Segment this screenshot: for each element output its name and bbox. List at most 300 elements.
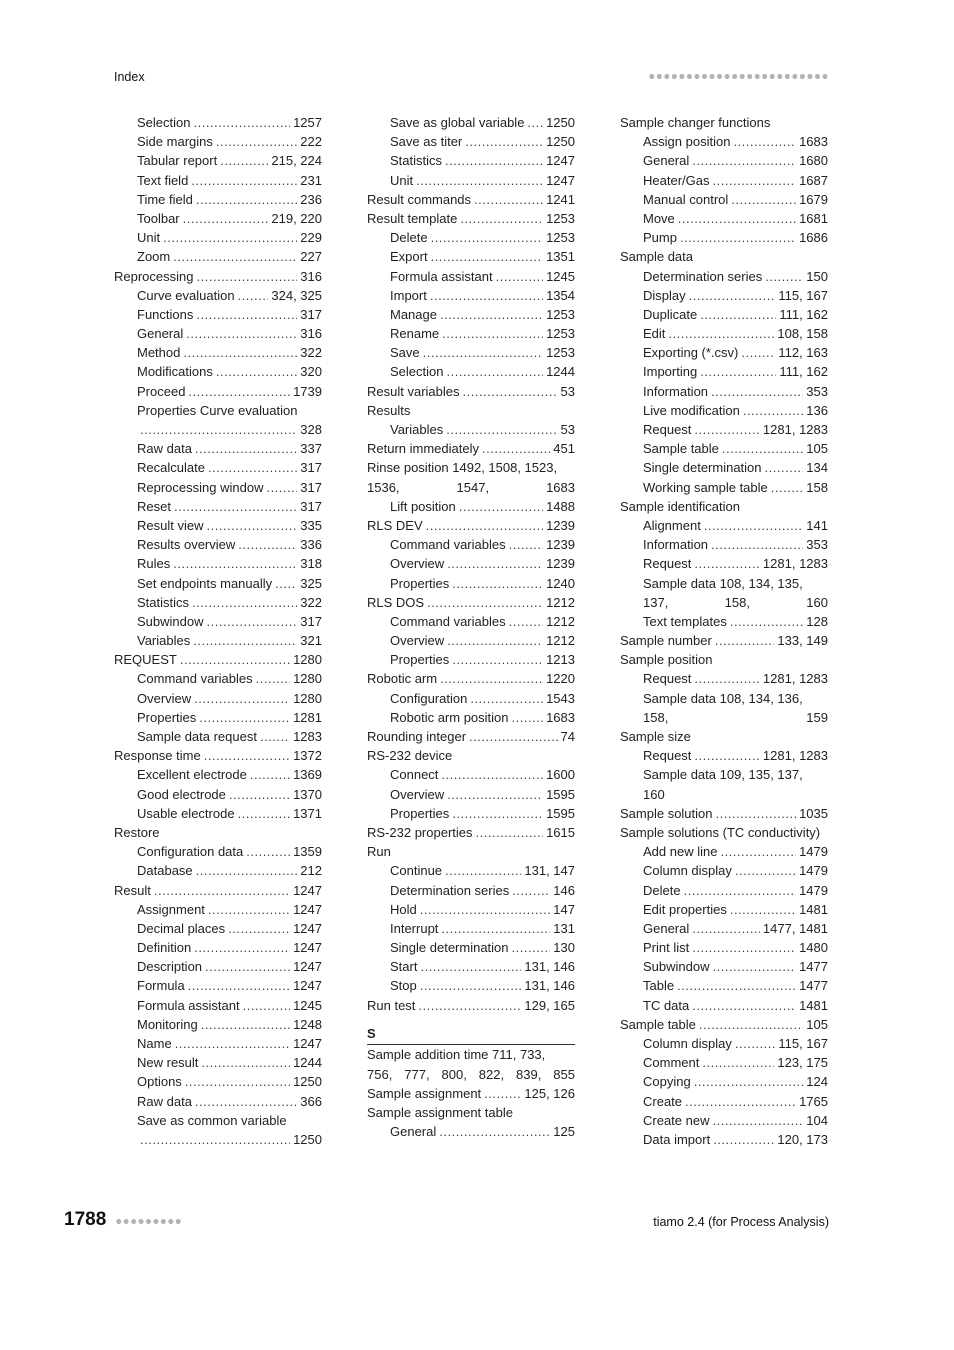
index-entry-term: Command variables <box>137 671 253 687</box>
dot-leader <box>140 420 297 439</box>
dot-leader <box>194 938 290 957</box>
index-entry-term: Text templates <box>643 613 727 629</box>
footer-decoration <box>115 1218 182 1225</box>
index-entry <box>114 554 322 573</box>
dot-leader <box>678 209 796 228</box>
index-entry-pages: 1481 <box>799 901 828 917</box>
index-entry-pages: 115, 167 <box>778 1036 828 1051</box>
index-entry-term: Excellent electrode <box>137 767 247 783</box>
dot-leader <box>441 919 550 938</box>
index-entry-pages: 1479 <box>799 882 828 898</box>
index-entry <box>620 286 828 305</box>
index-entry-pages: 1244 <box>293 1055 322 1071</box>
index-entry <box>620 957 828 976</box>
index-entry-pages: 120, 173 <box>777 1131 828 1147</box>
index-entry <box>367 785 575 804</box>
index-entry-term: Sample size <box>620 729 691 744</box>
dot-leader <box>208 900 290 919</box>
dot-leader <box>685 1092 796 1111</box>
index-entry <box>114 267 322 286</box>
index-entry-term: Save <box>390 345 420 361</box>
dot-leader <box>459 497 543 516</box>
index-entry-term: Sample data <box>620 249 693 265</box>
dot-leader <box>512 881 550 900</box>
index-entry-pages: 1248 <box>293 1016 322 1032</box>
index-entry-pages: 131, 146 <box>524 959 575 975</box>
dot-leader <box>699 1015 803 1034</box>
index-entry-pages: 1247 <box>293 959 322 975</box>
dot-leader <box>474 190 543 209</box>
index-entry <box>114 209 322 228</box>
dot-leader <box>476 823 544 842</box>
index-entry <box>114 1034 322 1053</box>
index-entry-pages: 1479 <box>799 863 828 879</box>
index-entry-pages: 1615 <box>546 824 575 840</box>
index-entry-term: Result variables <box>367 383 460 399</box>
index-entry <box>114 305 322 324</box>
dot-leader <box>197 267 298 286</box>
index-entry-term: Selection <box>137 115 191 130</box>
index-entry-term: Sample position <box>620 652 713 668</box>
dot-leader <box>220 151 268 170</box>
index-entry-pages: 136 <box>806 402 828 418</box>
index-entry-term: Sample data 108, 134, 136, <box>643 690 803 706</box>
dot-leader <box>188 976 290 995</box>
index-entry <box>367 765 575 784</box>
index-entry-term: Single determination <box>643 460 762 476</box>
index-entry-term: Information <box>643 383 709 399</box>
index-entry <box>114 881 322 900</box>
index-entry <box>114 286 322 305</box>
index-entry <box>620 900 828 919</box>
dot-leader <box>700 305 776 324</box>
dot-leader <box>173 247 297 266</box>
index-letter-heading <box>367 1024 575 1045</box>
index-entry <box>114 900 322 919</box>
index-entry-pages: 129, 165 <box>524 997 575 1013</box>
index-entry-term: Result template <box>367 210 458 226</box>
index-entry <box>114 669 322 688</box>
index-entry-term: Run test <box>367 997 416 1013</box>
index-entry <box>620 554 828 573</box>
index-entry-pages: 1739 <box>293 383 322 399</box>
index-entry <box>620 976 828 995</box>
index-entry-pages: 1245 <box>293 997 322 1013</box>
index-entry-pages: 1359 <box>293 844 322 860</box>
dot-leader <box>694 669 760 688</box>
index-entry-term: Response time <box>114 748 201 764</box>
index-entry <box>114 996 322 1015</box>
index-entry <box>620 593 828 612</box>
dot-leader <box>689 286 776 305</box>
index-entry <box>620 305 828 324</box>
index-entry-term: Properties Curve evaluation <box>137 402 298 418</box>
index-entry-pages: 212 <box>300 863 322 879</box>
index-entry <box>114 1053 322 1072</box>
dot-leader <box>199 708 290 727</box>
dot-leader <box>765 267 803 286</box>
dot-leader <box>743 401 803 420</box>
index-entry-term: Description <box>137 959 203 975</box>
index-entry-term: Definition <box>137 940 192 956</box>
index-entry-term: Request <box>643 748 692 764</box>
index-entry-term: Save as common variable <box>137 1112 287 1128</box>
index-entry-term: Variables <box>390 422 444 437</box>
dot-leader <box>431 228 544 247</box>
index-entry-pages: 320 <box>300 364 322 380</box>
dot-leader <box>423 343 543 362</box>
dot-leader <box>484 1084 521 1103</box>
index-entry <box>367 401 575 420</box>
index-entry-pages: 1247 <box>546 153 575 169</box>
index-entry-term: Display <box>643 287 686 303</box>
dot-leader <box>275 574 297 593</box>
index-entry-term: Options <box>137 1074 182 1090</box>
index-entry <box>114 228 322 247</box>
index-entry-term: Formula assistant <box>390 268 493 284</box>
dot-leader <box>700 362 776 381</box>
index-entry-pages: 1247 <box>293 940 322 956</box>
index-entry-term: Zoom <box>137 249 171 265</box>
index-entry-pages: 125 <box>553 1124 575 1140</box>
index-entry-page-token: 158, <box>724 594 750 610</box>
index-entry <box>114 765 322 784</box>
dot-leader <box>196 190 297 209</box>
dot-leader <box>452 650 543 669</box>
index-entry-page-token: 822, <box>478 1066 505 1082</box>
dot-leader <box>183 209 269 228</box>
index-entry <box>620 228 828 247</box>
index-entry <box>367 343 575 362</box>
index-entry <box>114 1015 322 1034</box>
index-entry-pages: 131, 147 <box>524 863 575 879</box>
index-entry-term: Side margins <box>137 134 213 150</box>
dot-leader <box>266 478 297 497</box>
dot-leader <box>694 554 760 573</box>
index-entry-pages: 1680 <box>799 153 828 169</box>
index-entry-term: Single determination <box>390 940 509 956</box>
index-entry <box>114 324 322 343</box>
index-entry-term: Rounding integer <box>367 729 467 744</box>
index-entry-pages: 1240 <box>546 575 575 591</box>
index-entry-pages: 1600 <box>546 767 575 783</box>
dot-leader <box>430 286 543 305</box>
index-entry-term: Subwindow <box>137 613 204 629</box>
index-entry-term: Create new <box>643 1112 710 1128</box>
dot-leader <box>201 1053 290 1072</box>
index-entry-pages: 133, 149 <box>777 633 828 649</box>
index-entry-term: Properties <box>137 709 197 725</box>
index-entry <box>620 113 828 132</box>
index-entry-term: Duplicate <box>643 306 698 322</box>
index-entry <box>367 209 575 228</box>
index-entry-pages: 150 <box>806 268 828 284</box>
index-entry-pages: 215, 224 <box>271 153 322 169</box>
dot-leader <box>250 765 290 784</box>
index-entry-term: Column display <box>643 863 732 879</box>
index-entry <box>367 228 575 247</box>
index-entry <box>367 669 575 688</box>
index-entry-term: Determination series <box>643 268 763 284</box>
index-entry-pages: 124 <box>806 1074 828 1090</box>
index-entry-term: Functions <box>137 306 194 322</box>
index-entry-term: Print list <box>643 940 690 956</box>
index-entry-term: Assignment <box>137 901 205 917</box>
index-entry <box>367 1103 575 1122</box>
index-entry <box>114 823 322 842</box>
index-entry <box>367 458 575 477</box>
index-entry-pages: 53 <box>560 422 575 437</box>
index-entry <box>114 1092 322 1111</box>
index-entry-pages: 1250 <box>546 115 575 130</box>
dot-leader <box>426 516 543 535</box>
index-entry-pages: 322 <box>300 594 322 610</box>
dot-leader <box>731 190 796 209</box>
index-entry <box>114 650 322 669</box>
dot-leader <box>715 631 775 650</box>
index-entry-term: Reset <box>137 498 171 514</box>
header-decoration <box>648 73 829 80</box>
index-entry <box>367 305 575 324</box>
dot-leader <box>193 631 297 650</box>
index-entry-term: Exporting (*.csv) <box>643 345 739 361</box>
index-entry <box>367 171 575 190</box>
index-entry-term: Continue <box>390 863 443 879</box>
index-entry <box>367 689 575 708</box>
index-entry-term: REQUEST <box>114 652 177 668</box>
index-entry-term: Importing <box>643 364 698 380</box>
dot-leader <box>440 305 543 324</box>
dot-leader <box>684 881 797 900</box>
index-entry <box>114 861 322 880</box>
index-entry-term: Table <box>643 978 675 994</box>
index-entry-pages: 1253 <box>546 230 575 246</box>
index-entry <box>367 976 575 995</box>
index-entry <box>620 708 828 727</box>
index-entry-pages: 105 <box>806 1016 828 1032</box>
index-entry <box>620 151 828 170</box>
index-entry <box>620 478 828 497</box>
index-entry-term: Return immediately <box>367 441 479 457</box>
index-entry-term: Results <box>367 402 411 418</box>
dot-leader <box>418 996 521 1015</box>
index-entry-pages: 1280 <box>293 652 322 668</box>
index-entry-term: Manage <box>390 306 437 322</box>
index-entry-term: Delete <box>643 882 681 898</box>
index-entry-pages: 1595 <box>546 786 575 802</box>
index-entry-pages: 74 <box>560 729 575 744</box>
page-header-title: Index <box>114 70 145 84</box>
index-entry <box>114 343 322 362</box>
index-entry-pages: 451 <box>553 441 575 457</box>
index-entry <box>620 919 828 938</box>
index-entry-term: Curve evaluation <box>137 287 235 303</box>
index-entry-pages: 1035 <box>799 805 828 821</box>
index-entry-term: Run <box>367 844 391 860</box>
index-entry <box>367 631 575 650</box>
index-entry-term: Heater/Gas <box>643 172 710 188</box>
index-entry-pages: 1354 <box>546 287 575 303</box>
index-entry-term: Sample identification <box>620 498 740 514</box>
index-entry-term: Pump <box>643 230 677 246</box>
dot-leader <box>191 171 297 190</box>
index-entry-term: Decimal places <box>137 920 226 936</box>
index-entry-page-token: 756, <box>367 1066 393 1082</box>
index-entry-term: Save as global variable <box>390 115 525 130</box>
index-entry <box>367 593 575 612</box>
index-entry-term: Statistics <box>137 594 190 610</box>
index-entry-pages: 1247 <box>293 882 322 898</box>
dot-leader <box>440 669 543 688</box>
index-entry-pages: 111, 162 <box>779 364 828 380</box>
index-entry-term: Sample addition time 711, 733, <box>367 1047 546 1063</box>
index-entry <box>367 1084 575 1103</box>
index-entry <box>367 286 575 305</box>
dot-leader <box>741 343 775 362</box>
index-entry-pages: 1247 <box>293 901 322 917</box>
index-entry-term: Overview <box>390 786 445 802</box>
index-entry <box>114 689 322 708</box>
index-entry <box>620 1092 828 1111</box>
dot-leader <box>452 574 543 593</box>
index-entry-pages: 1681 <box>799 210 828 226</box>
index-entry-term: Start <box>390 959 418 975</box>
index-entry-term: Tabular report <box>137 153 218 169</box>
index-entry-pages: 328 <box>300 422 322 437</box>
dot-leader <box>730 612 803 631</box>
index-entry <box>620 362 828 381</box>
dot-leader <box>668 324 774 343</box>
index-entry <box>114 919 322 938</box>
index-entry-pages: 1543 <box>546 690 575 706</box>
index-entry-pages: 317 <box>300 498 322 514</box>
dot-leader <box>206 516 297 535</box>
index-entry-pages: 128 <box>806 613 828 629</box>
index-entry-term: Lift position <box>390 498 456 514</box>
index-entry <box>114 190 322 209</box>
dot-leader <box>238 286 269 305</box>
index-entry <box>620 324 828 343</box>
index-entry-pages: 1281, 1283 <box>762 556 828 572</box>
dot-leader <box>692 996 796 1015</box>
index-entry-term: Result commands <box>367 191 472 207</box>
page-number: 1788 <box>64 1209 107 1230</box>
dot-leader <box>446 420 557 439</box>
index-entry <box>620 190 828 209</box>
index-entry-pages: 1281, 1283 <box>762 671 828 687</box>
index-entry-pages: 1683 <box>546 709 575 725</box>
index-entry <box>620 401 828 420</box>
index-entry-term: Statistics <box>390 153 443 169</box>
index-entry-pages: 317 <box>300 479 322 495</box>
index-entry-term: Request <box>643 671 692 687</box>
dot-leader <box>694 1072 804 1091</box>
index-entry-term: Sample number <box>620 633 712 649</box>
index-entry <box>620 861 828 880</box>
dot-leader <box>694 420 760 439</box>
dot-leader <box>496 267 543 286</box>
footer-product-name: tiamo 2.4 (for Process Analysis) <box>653 1215 829 1229</box>
dot-leader <box>692 151 796 170</box>
index-entry-term: Working sample table <box>643 479 768 495</box>
index-entry-pages: 112, 163 <box>778 345 828 361</box>
index-entry-pages: 1480 <box>799 940 828 956</box>
index-entry-pages: 1281, 1283 <box>762 748 828 764</box>
index-entry-pages: 1765 <box>799 1093 828 1109</box>
index-entry <box>367 957 575 976</box>
dot-leader <box>442 324 543 343</box>
index-entry <box>114 938 322 957</box>
index-entry-term: Data import <box>643 1131 711 1147</box>
index-entry-pages: 1239 <box>546 537 575 553</box>
index-entry <box>620 804 828 823</box>
index-entry-pages: 231 <box>300 172 322 188</box>
index-entry <box>114 631 322 650</box>
dot-leader <box>154 881 290 900</box>
index-entry-pages: 316 <box>300 326 322 342</box>
index-entry <box>114 458 322 477</box>
index-column-2 <box>367 113 575 1141</box>
index-entry-term: TC data <box>643 997 690 1013</box>
index-entry <box>620 535 828 554</box>
index-entry-pages: 1280 <box>293 671 322 687</box>
index-entry-pages: 158 <box>806 479 828 495</box>
index-entry-pages: 222 <box>300 134 322 150</box>
dot-leader <box>733 132 796 151</box>
index-entry <box>114 401 322 420</box>
dot-leader <box>140 1130 290 1149</box>
dot-leader <box>713 1130 774 1149</box>
index-entry-pages: 108, 158 <box>777 326 828 342</box>
dot-leader <box>229 785 290 804</box>
index-entry-pages: 353 <box>806 537 828 553</box>
index-entry-pages: 1679 <box>799 191 828 207</box>
index-entry-pages: 1477, 1481 <box>762 920 828 936</box>
index-entry-pages: 219, 220 <box>271 210 322 226</box>
dot-leader <box>527 113 543 132</box>
index-entry-term: General <box>643 920 690 936</box>
index-entry-pages: 1687 <box>799 172 828 188</box>
dot-leader <box>711 382 803 401</box>
dot-leader <box>469 727 558 746</box>
index-entry <box>367 362 575 381</box>
index-entry <box>620 938 828 957</box>
index-entry-page-token: 158, <box>643 709 669 725</box>
index-entry-pages: 1370 <box>293 786 322 802</box>
dot-leader <box>735 861 796 880</box>
index-entry <box>620 382 828 401</box>
dot-leader <box>509 535 543 554</box>
index-entry <box>367 535 575 554</box>
index-entry-pages: 146 <box>553 882 575 898</box>
index-entry <box>367 612 575 631</box>
dot-leader <box>216 132 297 151</box>
index-entry-term: Database <box>137 863 193 879</box>
index-entry-page-token: 1547, <box>456 479 490 495</box>
index-entry-page-token: 855 <box>553 1066 575 1082</box>
index-entry-term: Save as titer <box>390 134 463 150</box>
index-entry-term: Modifications <box>137 364 213 380</box>
dot-leader <box>470 689 543 708</box>
index-entry <box>620 574 828 593</box>
index-entry <box>367 842 575 861</box>
index-entry-term: Rename <box>390 326 440 342</box>
index-entry <box>620 267 828 286</box>
index-entry <box>367 420 575 439</box>
index-entry-pages: 134 <box>806 460 828 476</box>
index-entry <box>367 497 575 516</box>
index-entry-pages: 1253 <box>546 210 575 226</box>
